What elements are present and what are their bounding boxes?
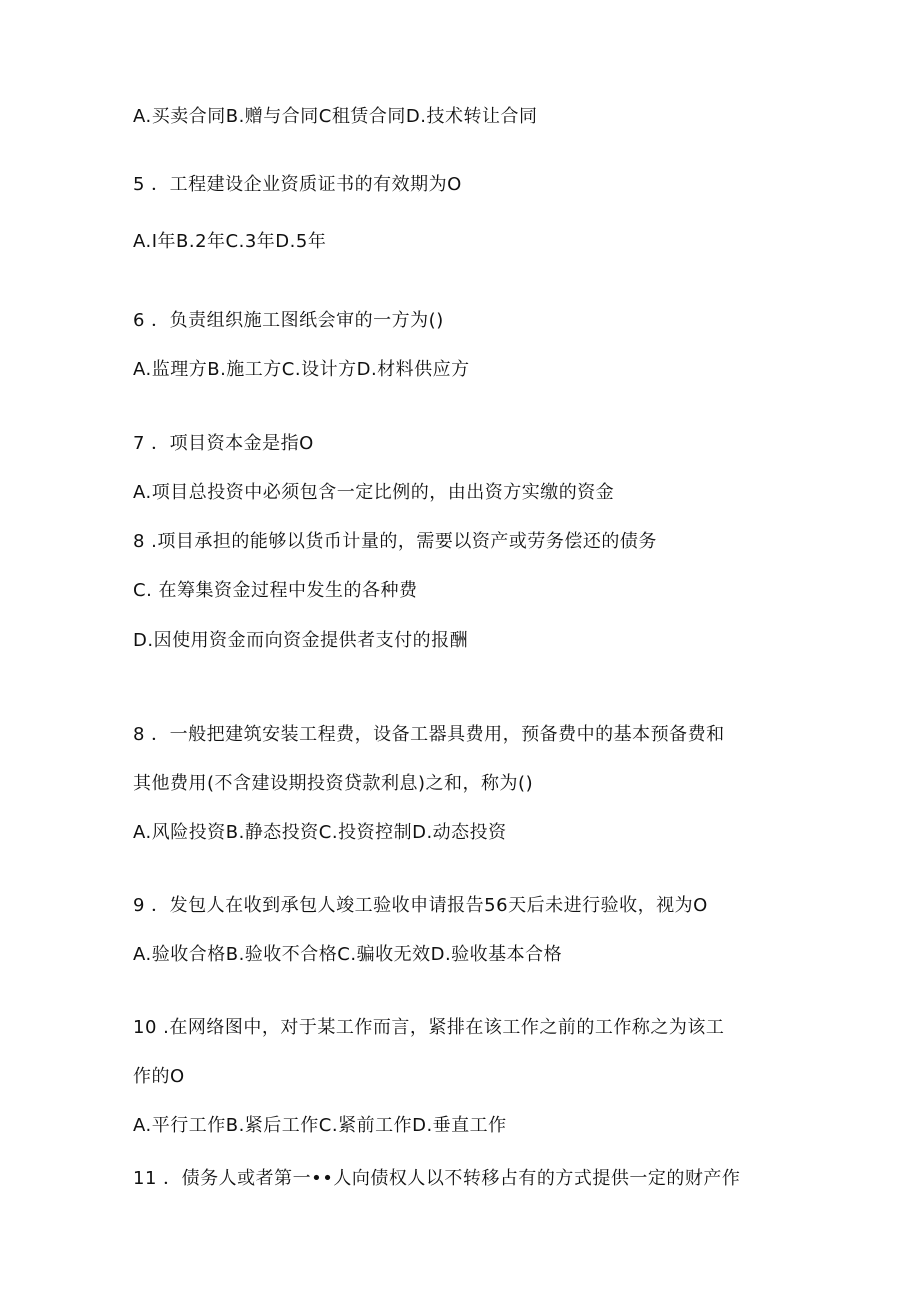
question-8-line-2: 其他费用(不含建设期投资贷款利息)之和，称为() <box>133 773 534 794</box>
option-c-q7: C. 在筹集资金过程中发生的各种费 <box>133 580 418 601</box>
option-d-q7: D.因使用资金而向资金提供者支付的报酬 <box>133 630 469 651</box>
question-10-line-2: 作的O <box>133 1066 185 1087</box>
question-10-line-1: 10 .在网络图中，对于某工作而言，紧排在该工作之前的工作称之为该工 <box>133 1017 725 1038</box>
option-line-q10: A.平行工作B.紧后工作C.紧前工作D.垂直工作 <box>133 1115 507 1136</box>
question-5: 5 ．工程建设企业资质证书的有效期为O <box>133 174 462 195</box>
option-line-q5: A.I年B.2年C.3年D.5年 <box>133 231 327 252</box>
option-line-q8: A.风险投资B.静态投资C.投资控制D.动态投资 <box>133 822 507 843</box>
option-b-q7: 8 .项目承担的能够以货币计量的，需要以资产或劳务偿还的债务 <box>133 531 657 552</box>
option-line-q6: A.监理方B.施工方C.设计方D.材料供应方 <box>133 359 470 380</box>
question-9: 9 ．发包人在收到承包人竣工验收申请报告56天后未进行验收，视为O <box>133 895 708 916</box>
question-6: 6 ．负责组织施工图纸会审的一方为() <box>133 310 444 331</box>
option-a-q7: A.项目总投资中必须包含一定比例的，由出资方实缴的资金 <box>133 482 615 503</box>
option-line-q9: A.验收合格B.验收不合格C.骗收无效D.验收基本合格 <box>133 944 563 965</box>
question-7: 7 ．项目资本金是指O <box>133 433 314 454</box>
question-11-line-1: 11 ．债务人或者第一••人向债权人以不转移占有的方式提供一定的财产作 <box>133 1168 741 1189</box>
option-line-q4: A.买卖合同B.赠与合同C租赁合同D.技术转让合同 <box>133 106 538 127</box>
question-8-line-1: 8 ．一般把建筑安装工程费，设备工器具费用，预备费中的基本预备费和 <box>133 724 725 745</box>
